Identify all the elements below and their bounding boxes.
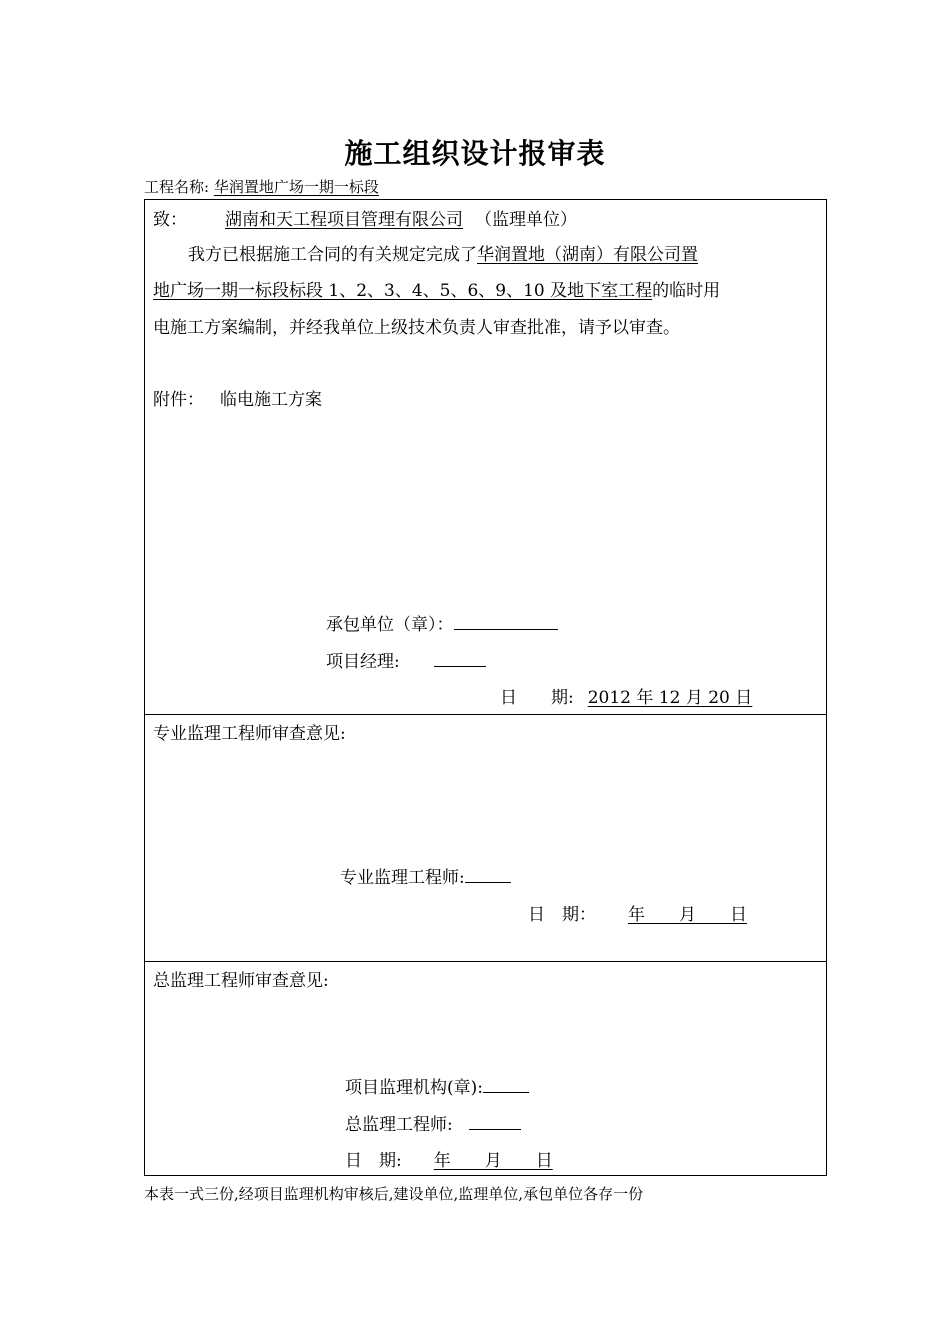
page-title: 施工组织设计报审表 bbox=[344, 137, 606, 170]
attachment-row bbox=[153, 385, 322, 410]
supervision-org-label: 项目监理机构(章): bbox=[345, 1078, 483, 1098]
chief-engineer-row bbox=[345, 1110, 521, 1135]
chief-engineer-label: 总监理工程师: bbox=[345, 1115, 453, 1135]
attachment-label: 附件： bbox=[153, 390, 204, 410]
chief-date-value: 年 月 日 bbox=[433, 1151, 553, 1171]
submission-date-row bbox=[500, 683, 752, 708]
date-label: 日 期： bbox=[528, 905, 596, 925]
project-name-value: 华润置地广场一期一标段 bbox=[213, 178, 379, 196]
manager-row bbox=[326, 647, 486, 672]
paragraph-text: 我方已根据施工合同的有关规定完成了 bbox=[188, 245, 477, 265]
submission-date-value: 2012 年 12 月 20 日 bbox=[587, 688, 753, 708]
contractor-signature-blank bbox=[454, 615, 558, 630]
specialist-engineer-row bbox=[340, 863, 511, 888]
chief-review-heading: 总监理工程师审查意见: bbox=[153, 971, 329, 991]
project-name-label: 工程名称: bbox=[144, 178, 210, 196]
project-reference: 华润置地（湖南）有限公司置 bbox=[477, 245, 698, 265]
specialist-date-row bbox=[528, 900, 759, 925]
date-label: 日 期: bbox=[500, 688, 574, 708]
specialist-engineer-label: 专业监理工程师: bbox=[340, 868, 465, 888]
contractor-label: 承包单位（章）： bbox=[326, 615, 454, 635]
paragraph-line-1 bbox=[188, 240, 698, 265]
addressee-row bbox=[153, 205, 577, 230]
attachment-value: 临电施工方案 bbox=[220, 390, 322, 410]
section-divider bbox=[144, 961, 827, 962]
supervision-org-row bbox=[345, 1073, 529, 1098]
paragraph-line-2 bbox=[153, 276, 720, 301]
manager-label: 项目经理: bbox=[326, 652, 400, 672]
chief-date-row bbox=[345, 1146, 565, 1171]
project-name-row bbox=[144, 176, 379, 197]
specialist-date-value: 年 月 日 bbox=[628, 905, 747, 925]
project-reference: 地广场一期一标段标段 1、2、3、4、5、6、9、10 及地下室工程 bbox=[153, 281, 653, 301]
addressee-suffix: （监理单位） bbox=[475, 210, 577, 230]
paragraph-line-3: 电施工方案编制，并经我单位上级技术负责人审查批准，请予以审查。 bbox=[153, 318, 680, 338]
section-divider bbox=[144, 714, 827, 715]
paragraph-text: 的临时用 bbox=[652, 281, 721, 301]
supervision-org-blank bbox=[483, 1078, 529, 1093]
specialist-signature-blank bbox=[465, 868, 511, 883]
addressee-label: 致： bbox=[153, 210, 187, 230]
footer-note: 本表一式三份,经项目监理机构审核后,建设单位,监理单位,承包单位各存一份 bbox=[144, 1185, 644, 1203]
addressee-company: 湖南和天工程项目管理有限公司 bbox=[225, 210, 463, 230]
specialist-review-heading: 专业监理工程师审查意见: bbox=[153, 724, 346, 744]
date-label: 日 期: bbox=[345, 1151, 402, 1171]
contractor-row bbox=[326, 610, 558, 635]
chief-signature-blank bbox=[469, 1115, 521, 1130]
manager-signature-blank bbox=[434, 652, 486, 667]
